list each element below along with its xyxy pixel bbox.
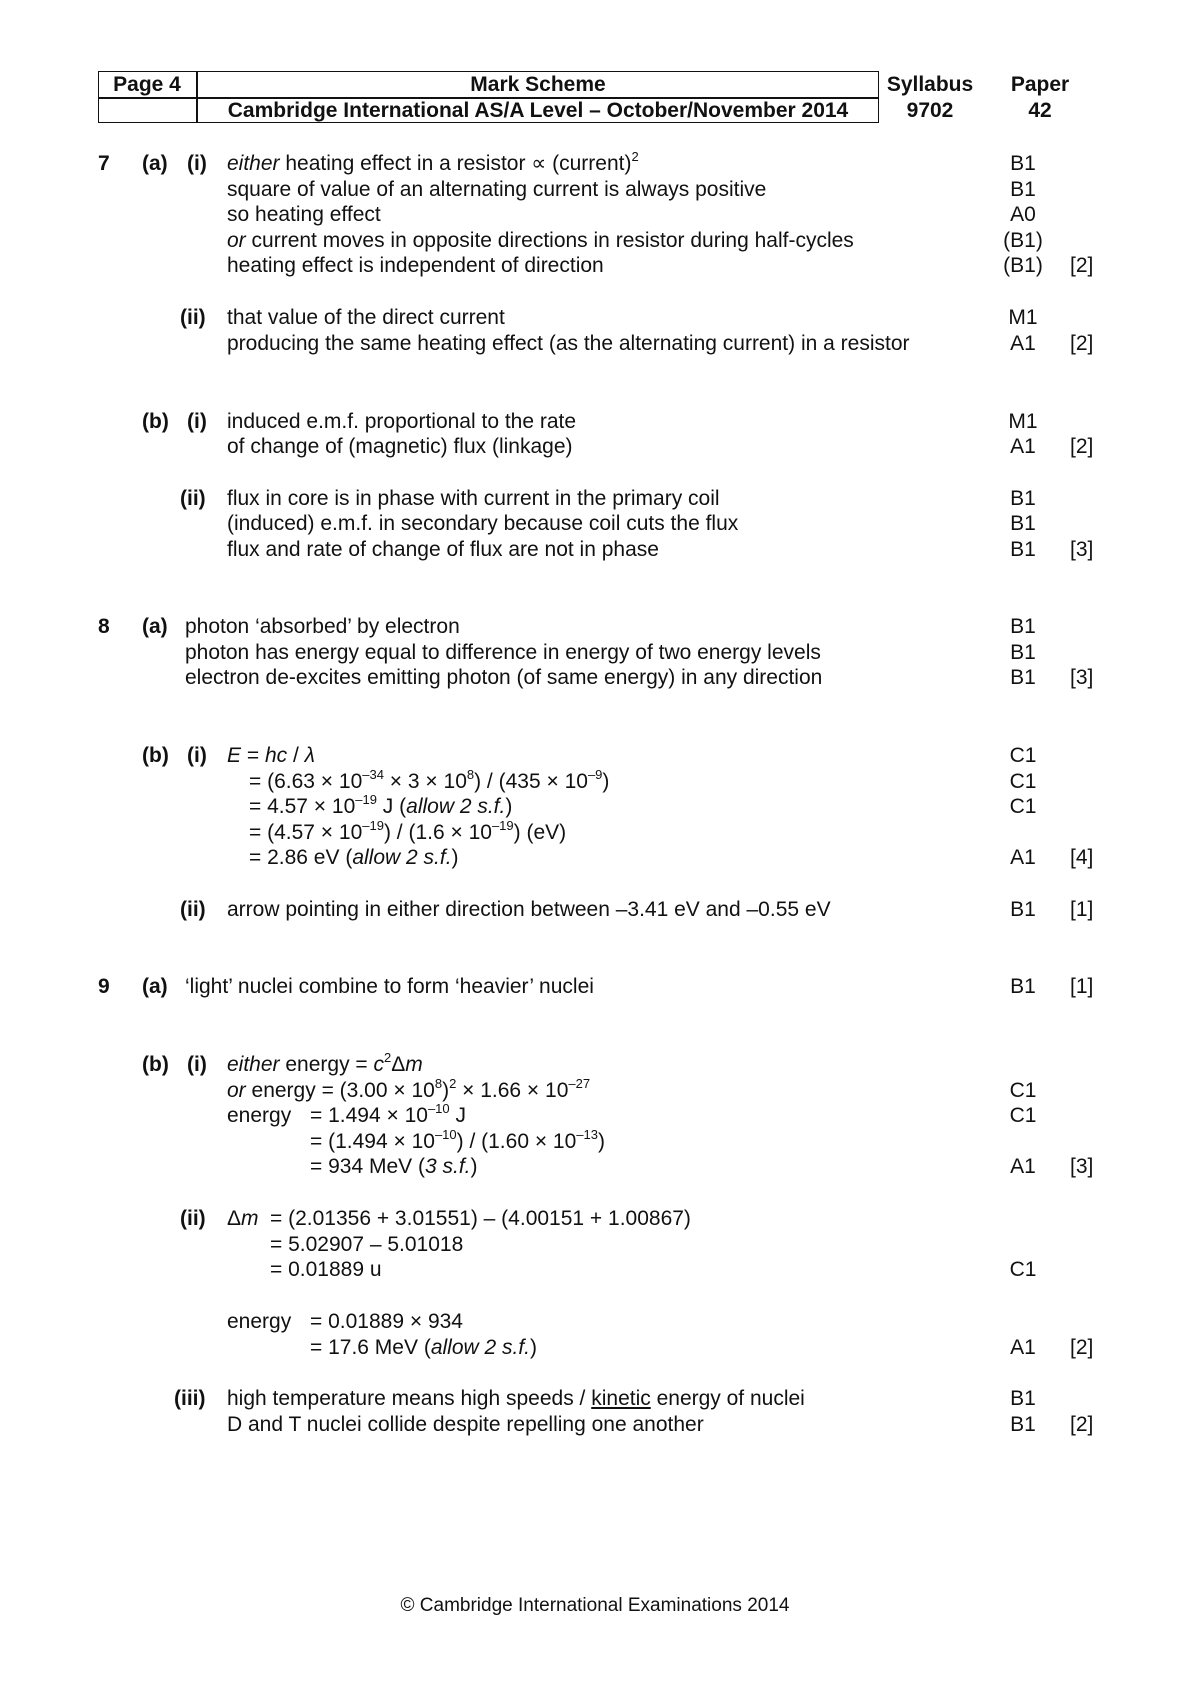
equation-label: energy	[227, 1104, 292, 1127]
equation-line: = 934 MeV (3 s.f.)	[310, 1155, 478, 1178]
paper-number: 42	[1028, 99, 1052, 122]
equation-label: Δm	[227, 1207, 259, 1230]
answer-line: induced e.m.f. proportional to the rate	[227, 410, 577, 433]
total-marks: [3]	[1070, 1155, 1094, 1178]
question-number: 8	[98, 615, 110, 638]
subpart-label: (iii)	[174, 1387, 206, 1410]
total-marks: [3]	[1070, 666, 1094, 689]
answer-line: or current moves in opposite directions in resistor during half-cycles	[227, 229, 854, 252]
subpart-label: (i)	[187, 1053, 207, 1076]
mark: C1	[1009, 795, 1037, 818]
subpart-label: (i)	[187, 410, 207, 433]
mark: A1	[1010, 1155, 1036, 1178]
answer-line: producing the same heating effect (as the alternating current) in a resistor	[227, 332, 910, 355]
answer-line: heating effect is independent of direction	[227, 254, 604, 277]
header-subtitle: Cambridge International AS/A Level – October/November 2014	[227, 99, 849, 122]
footer-copyright: © Cambridge International Examinations 2014	[400, 1595, 790, 1616]
equation-label: energy	[227, 1310, 292, 1333]
answer-line: arrow pointing in either direction between –3.41 eV and –0.55 eV	[227, 898, 831, 921]
answer-line: so heating effect	[227, 203, 381, 226]
part-label: (a)	[142, 152, 168, 175]
mark: B1	[1010, 1413, 1036, 1436]
mark: A1	[1010, 846, 1036, 869]
answer-line: high temperature means high speeds / kinetic energy of nuclei	[227, 1387, 805, 1410]
answer-line: that value of the direct current	[227, 306, 505, 329]
answer-line: of change of (magnetic) flux (linkage)	[227, 435, 573, 458]
mark: B1	[1010, 178, 1036, 201]
answer-line: photon has energy equal to difference in energy of two energy levels	[185, 641, 821, 664]
total-marks: [1]	[1070, 898, 1094, 921]
equation-line: = 0.01889 × 934	[310, 1310, 463, 1333]
answer-line: (induced) e.m.f. in secondary because coil cuts the flux	[227, 512, 739, 535]
mark: B1	[1010, 641, 1036, 664]
mark: (B1)	[1003, 254, 1043, 277]
page-number: Page 4	[113, 73, 181, 96]
mark: C1	[1009, 1258, 1037, 1281]
equation-line: = $1.494 \times 10^{-10}$ J	[310, 1101, 466, 1127]
total-marks: [4]	[1070, 846, 1094, 869]
mark: C1	[1009, 744, 1037, 767]
equation-line: = 5.02907 – 5.01018	[270, 1233, 464, 1256]
subpart-label: (ii)	[180, 1207, 206, 1230]
equation-line: = $(4.57 \times 10^{-19}) / (1.6 \times 10^{-19})$ (eV)	[249, 818, 567, 844]
mark: B1	[1010, 898, 1036, 921]
answer-line: photon ‘absorbed’ by electron	[185, 615, 460, 638]
mark: B1	[1010, 512, 1036, 535]
mark: B1	[1010, 975, 1036, 998]
equation-line: = $4.57 \times 10^{-19}$ J (allow 2 s.f.)	[249, 792, 513, 818]
subpart-label: (ii)	[180, 487, 206, 510]
question-number: 9	[98, 975, 110, 998]
total-marks: [3]	[1070, 538, 1094, 561]
equation-line: or energy = $(3.00 \times 10^8)^2 \times 1.66 \times 10^{-27}$	[227, 1076, 591, 1102]
part-label: (a)	[142, 975, 168, 998]
subpart-label: (ii)	[180, 306, 206, 329]
mark: C1	[1009, 770, 1037, 793]
total-marks: [2]	[1070, 435, 1094, 458]
mark: A1	[1010, 332, 1036, 355]
equation-line: E = hc / λ	[227, 744, 315, 767]
mark: A1	[1010, 1336, 1036, 1359]
equation-line: = $(6.63 \times 10^{-34} \times 3 \times 10^8) / (435 \times 10^{-9})$	[249, 767, 610, 793]
total-marks: [2]	[1070, 332, 1094, 355]
equation-line: either energy = $c^2\Delta m$	[227, 1050, 423, 1076]
mark: B1	[1010, 538, 1036, 561]
part-label: (b)	[142, 1053, 169, 1076]
mark: (B1)	[1003, 229, 1043, 252]
total-marks: [2]	[1070, 1413, 1094, 1436]
mark: A0	[1010, 203, 1036, 226]
equation-line: = 0.01889 u	[270, 1258, 382, 1281]
mark: C1	[1009, 1104, 1037, 1127]
total-marks: [2]	[1070, 1336, 1094, 1359]
mark: B1	[1010, 1387, 1036, 1410]
answer-line: square of value of an alternating current is always positive	[227, 178, 767, 201]
equation-line: = (2.01356 + 3.01551) – (4.00151 + 1.00867)	[270, 1207, 691, 1230]
answer-line: D and T nuclei collide despite repelling one another	[227, 1413, 704, 1436]
part-label: (b)	[142, 410, 169, 433]
equation-line: = $(1.494 \times 10^{-10}) / (1.60 \times 10^{-13})$	[310, 1127, 605, 1153]
paper-label: Paper	[1010, 73, 1070, 96]
answer-line: electron de-excites emitting photon (of same energy) in any direction	[185, 666, 823, 689]
total-marks: [1]	[1070, 975, 1094, 998]
equation-line: = 17.6 MeV (allow 2 s.f.)	[310, 1336, 538, 1359]
mark: B1	[1010, 666, 1036, 689]
answer-line: flux and rate of change of flux are not in phase	[227, 538, 659, 561]
mark: M1	[1008, 306, 1038, 329]
answer-line: either heating effect in a resistor ∝ (current)$^2$	[227, 149, 639, 175]
total-marks: [2]	[1070, 254, 1094, 277]
answer-line: flux in core is in phase with current in the primary coil	[227, 487, 720, 510]
subpart-label: (ii)	[180, 898, 206, 921]
mark: B1	[1010, 487, 1036, 510]
mark: B1	[1010, 152, 1036, 175]
subpart-label: (i)	[187, 152, 207, 175]
subpart-label: (i)	[187, 744, 207, 767]
mark: M1	[1008, 410, 1038, 433]
question-number: 7	[98, 152, 110, 175]
mark: B1	[1010, 615, 1036, 638]
part-label: (b)	[142, 744, 169, 767]
syllabus-label: Syllabus	[886, 73, 974, 96]
equation-line: = 2.86 eV (allow 2 s.f.)	[249, 846, 459, 869]
mark: C1	[1009, 1079, 1037, 1102]
syllabus-code: 9702	[906, 99, 954, 122]
part-label: (a)	[142, 615, 168, 638]
header-title: Mark Scheme	[470, 73, 606, 96]
answer-line: ‘light’ nuclei combine to form ‘heavier’ nuclei	[185, 975, 594, 998]
mark: A1	[1010, 435, 1036, 458]
